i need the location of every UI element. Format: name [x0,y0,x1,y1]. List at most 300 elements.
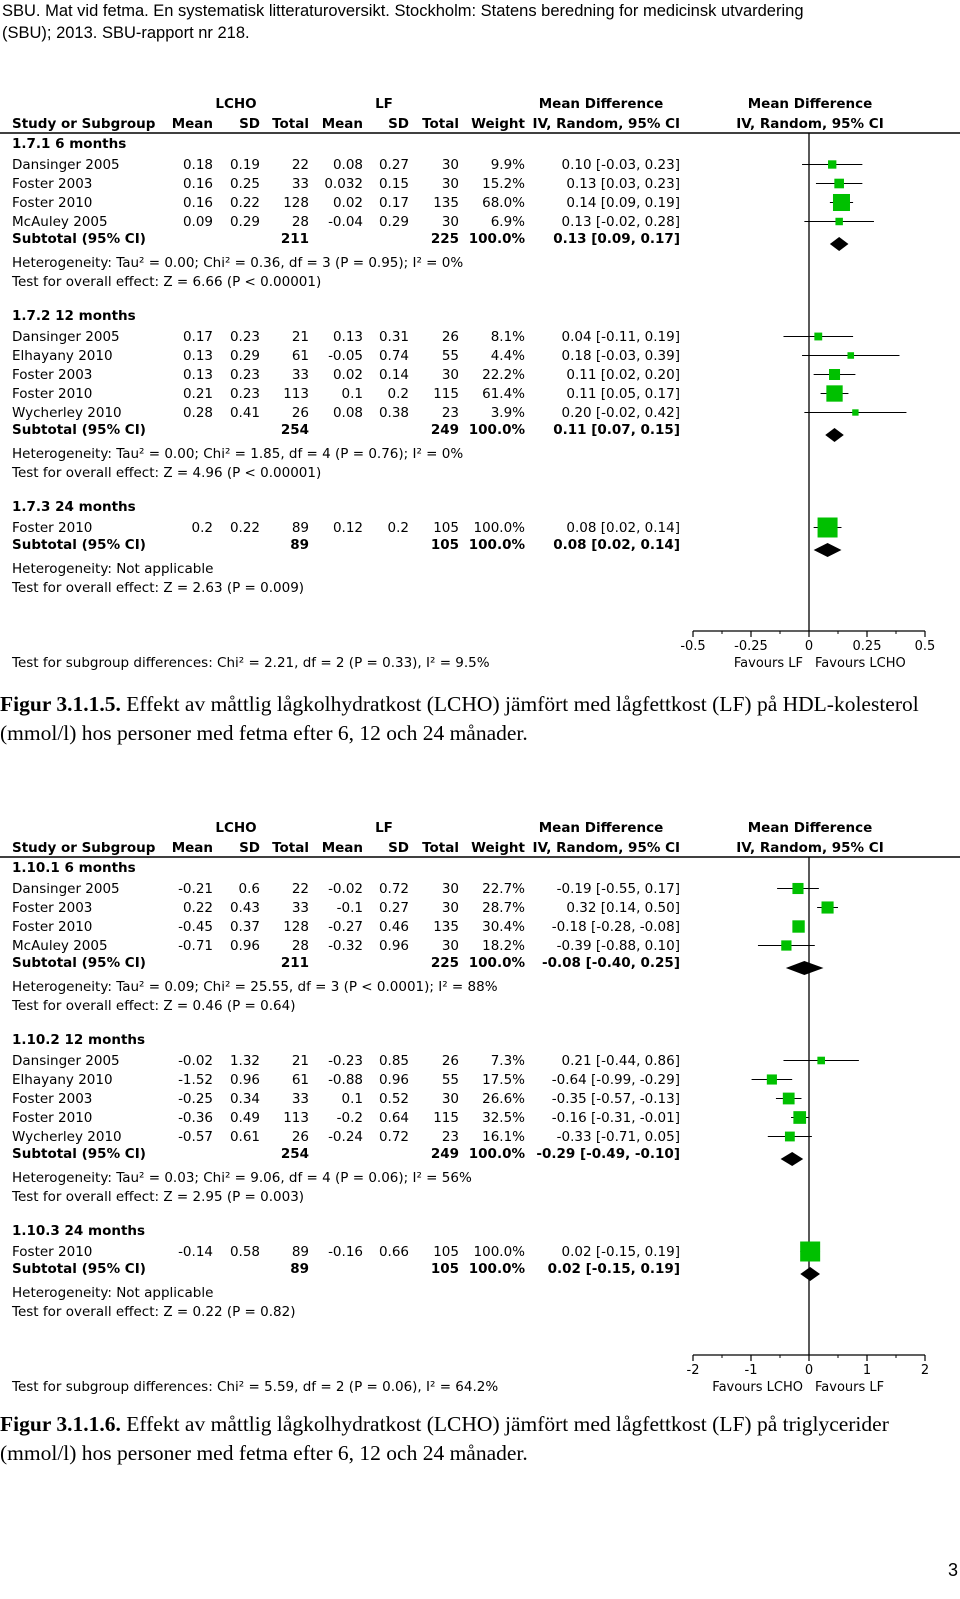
subtotal-lcho-total: 211 [280,231,309,247]
subtotal-weight: 100.0% [468,537,525,553]
lcho-total: 113 [283,1110,309,1126]
lf-mean: -0.1 [336,900,363,916]
figure-caption-2 [0,1410,958,1468]
md-header: Mean Difference [538,96,664,112]
lcho-mean: 0.09 [182,214,213,230]
caption-text: Effekt av måttlig lågkolhydratkost (LCHO) jämfört med lågfettkost (LF) på HDL-kolesterol (mmol/l) hos personer med fetma efter 6, 12 och 24 månader. [0,692,919,745]
caption-label: Figur 3.1.1.6. [0,1412,121,1436]
subtotal-ci: 0.02 [-0.15, 0.19] [547,1261,680,1277]
lf-mean: -0.27 [328,919,363,935]
study-name: Elhayany 2010 [12,348,113,364]
weight: 15.2% [482,176,525,192]
weight-square [852,409,858,415]
md-ci: 0.08 [0.02, 0.14] [566,520,680,536]
subtotal-lf-total: 105 [430,1261,459,1277]
lf-sd: 0.14 [378,367,409,383]
weight: 3.9% [490,405,525,421]
pooled-diamond [830,237,849,251]
lf-total: 135 [433,195,459,211]
study-name: McAuley 2005 [12,938,108,954]
lf-mean: -0.23 [328,1053,363,1069]
lf-mean: 0.02 [332,367,363,383]
md-ci: 0.18 [-0.03, 0.39] [561,348,680,364]
lcho-total: 22 [291,881,309,897]
lcho-total: 61 [291,1072,309,1088]
lcho-total: 33 [291,900,309,916]
weight-square [822,901,834,913]
overall-effect-text: Test for overall effect: Z = 0.22 (P = 0.82) [12,1304,296,1320]
x-tick-label: 1 [862,1363,872,1378]
md-ci: 0.32 [0.14, 0.50] [566,900,680,916]
lcho-mean: 0.22 [182,900,213,916]
lf-sd: 0.96 [378,1072,409,1088]
lf-sd: 0.52 [378,1091,409,1107]
study-name: Foster 2010 [12,1244,93,1260]
lf-mean: -0.02 [328,881,363,897]
study-name: Foster 2010 [12,195,93,211]
header-line-2: (SBU); 2013. SBU-rapport nr 218. [2,24,250,42]
subtotal-weight: 100.0% [468,1146,525,1162]
subtotal-ci: -0.29 [-0.49, -0.10] [536,1146,680,1162]
weight-square [834,179,844,189]
lf-mean: 0.1 [341,1091,363,1107]
lcho-mean: -0.45 [178,919,213,935]
lcho-total: 26 [291,1129,309,1145]
lcho-total: 26 [291,405,309,421]
lcho-mean: 0.21 [182,386,213,402]
total-col-header: Total [422,116,459,132]
subtotal-label: Subtotal (95% CI) [12,1261,146,1277]
weight-square [792,883,803,894]
weight-square [783,1093,795,1105]
x-tick-label: -1 [744,1363,758,1378]
sd-col-header: SD [239,840,260,856]
x-tick-label: 2 [920,1363,930,1378]
mean-col-header: Mean [171,840,213,856]
weight-square [833,194,850,211]
overall-effect-text: Test for overall effect: Z = 0.46 (P = 0.64) [12,998,296,1014]
lcho-sd: 0.23 [229,329,260,345]
weight: 100.0% [473,520,525,536]
md-ci: 0.13 [0.03, 0.23] [566,176,680,192]
figure-caption-1 [0,690,958,748]
group1-header: LCHO [215,96,257,112]
lcho-mean: 0.16 [182,195,213,211]
lf-total: 23 [441,1129,459,1145]
weight-square [767,1074,777,1084]
md-ci: 0.13 [-0.02, 0.28] [561,214,680,230]
lcho-mean: -0.36 [178,1110,213,1126]
lf-sd: 0.66 [378,1244,409,1260]
lf-total: 30 [441,157,459,173]
lf-total: 26 [441,329,459,345]
weight-square [828,160,836,168]
lcho-total: 113 [283,386,309,402]
forest-plot-triglycerides [0,812,960,1398]
page-number: 3 [947,1560,958,1580]
overall-effect-text: Test for overall effect: Z = 6.66 (P < 0.00001) [12,274,322,290]
heterogeneity-text: Heterogeneity: Tau² = 0.00; Chi² = 0.36, df = 3 (P = 0.95); I² = 0% [12,255,464,271]
lf-sd: 0.72 [378,1129,409,1145]
lcho-sd: 1.32 [229,1053,260,1069]
lcho-sd: 0.34 [229,1091,260,1107]
lcho-mean: -0.21 [178,881,213,897]
weight: 68.0% [482,195,525,211]
lcho-sd: 0.37 [229,919,260,935]
weight: 30.4% [482,919,525,935]
study-name: Foster 2003 [12,176,93,192]
lcho-sd: 0.41 [229,405,260,421]
lcho-total: 61 [291,348,309,364]
ci-col-header: IV, Random, 95% CI [532,116,680,132]
pooled-diamond [786,961,824,975]
weight: 9.9% [490,157,525,173]
weight: 22.2% [482,367,525,383]
x-tick-label: -2 [686,1363,700,1378]
heterogeneity-text: Heterogeneity: Tau² = 0.09; Chi² = 25.55, df = 3 (P < 0.0001); I² = 88% [12,979,498,995]
overall-effect-text: Test for overall effect: Z = 4.96 (P < 0.00001) [12,465,322,481]
lf-total: 30 [441,900,459,916]
subgroup-title: 1.10.3 24 months [12,1223,146,1239]
group2-header: LF [375,96,393,112]
lf-total: 105 [433,520,459,536]
lf-sd: 0.27 [378,157,409,173]
subtotal-lcho-total: 89 [290,537,309,553]
lf-mean: -0.05 [328,348,363,364]
subtotal-weight: 100.0% [468,231,525,247]
study-name: Dansinger 2005 [12,157,120,173]
x-tick-label: -0.25 [734,639,768,654]
weight: 7.3% [490,1053,525,1069]
lf-sd: 0.64 [378,1110,409,1126]
lf-total: 30 [441,881,459,897]
study-name: McAuley 2005 [12,214,108,230]
study-name: Foster 2010 [12,919,93,935]
lf-sd: 0.46 [378,919,409,935]
lf-sd: 0.2 [387,386,409,402]
lcho-sd: 0.96 [229,1072,260,1088]
total-col-header: Total [272,840,309,856]
subgroup-title: 1.7.1 6 months [12,136,127,152]
subtotal-lf-total: 249 [430,422,459,438]
lcho-mean: 0.28 [182,405,213,421]
x-tick-label: 0.5 [914,639,936,654]
weight: 32.5% [482,1110,525,1126]
subtotal-weight: 100.0% [468,1261,525,1277]
header-line-1: SBU. Mat vid fetma. En systematisk litteraturoversikt. Stockholm: Statens beredning for medicinsk utvardering [2,2,804,20]
weight-square [785,1132,795,1142]
lf-total: 115 [433,386,459,402]
subgroup-differences-text: Test for subgroup differences: Chi² = 5.59, df = 2 (P = 0.06), I² = 64.2% [12,1379,499,1395]
lcho-sd: 0.22 [229,195,260,211]
lf-total: 30 [441,367,459,383]
lcho-sd: 0.61 [229,1129,260,1145]
lf-mean: 0.12 [332,520,363,536]
md-ci: -0.64 [-0.99, -0.29] [551,1072,680,1088]
x-tick-label: 0 [804,1363,814,1378]
pooled-diamond [800,1267,820,1281]
lcho-total: 22 [291,157,309,173]
study-name: Wycherley 2010 [12,1129,122,1145]
weight-square [818,518,838,538]
lf-total: 30 [441,214,459,230]
md-ci: 0.20 [-0.02, 0.42] [561,405,680,421]
lf-total: 55 [441,1072,459,1088]
x-tick-label: 0 [804,639,814,654]
forest-plot-svg [0,812,960,1398]
lcho-sd: 0.43 [229,900,260,916]
subgroup-differences-text: Test for subgroup differences: Chi² = 2.21, df = 2 (P = 0.33), I² = 9.5% [12,655,490,671]
weight-square [793,1111,806,1124]
md-ci: -0.39 [-0.88, 0.10] [556,938,680,954]
heterogeneity-text: Heterogeneity: Not applicable [12,561,214,577]
weight-square [817,1057,825,1065]
weight: 17.5% [482,1072,525,1088]
lf-sd: 0.15 [378,176,409,192]
lf-total: 23 [441,405,459,421]
study-name: Foster 2003 [12,367,93,383]
caption-label: Figur 3.1.1.5. [0,692,121,716]
lcho-sd: 0.58 [229,1244,260,1260]
lcho-mean: -0.14 [178,1244,213,1260]
weight-square [829,369,840,380]
subtotal-lf-total: 225 [430,231,459,247]
lf-sd: 0.29 [378,214,409,230]
md-header: Mean Difference [538,820,664,836]
study-col-header: Study or Subgroup [12,840,156,856]
lf-mean: 0.02 [332,195,363,211]
subtotal-ci: 0.08 [0.02, 0.14] [553,537,680,553]
lcho-sd: 0.29 [229,348,260,364]
weight: 61.4% [482,386,525,402]
lcho-sd: 0.25 [229,176,260,192]
sd-col-header: SD [388,840,409,856]
subtotal-lcho-total: 89 [290,1261,309,1277]
lcho-total: 89 [291,520,309,536]
subtotal-lf-total: 249 [430,1146,459,1162]
lcho-total: 28 [291,938,309,954]
subtotal-lf-total: 105 [430,537,459,553]
lf-mean: -0.16 [328,1244,363,1260]
lcho-sd: 0.96 [229,938,260,954]
total-col-header: Total [422,840,459,856]
md-ci: -0.19 [-0.55, 0.17] [556,881,680,897]
pooled-diamond [825,428,844,442]
lcho-total: 128 [283,195,309,211]
subtotal-lcho-total: 254 [280,422,309,438]
weight-square [781,940,791,950]
lcho-sd: 0.23 [229,367,260,383]
weight: 6.9% [490,214,525,230]
weight: 100.0% [473,1244,525,1260]
lf-total: 55 [441,348,459,364]
study-name: Dansinger 2005 [12,881,120,897]
md-plot-header: Mean Difference [747,96,873,112]
lf-mean: 0.032 [324,176,363,192]
weight-col-header: Weight [471,116,525,132]
study-name: Foster 2003 [12,1091,93,1107]
lf-sd: 0.38 [378,405,409,421]
favours-right-label: Favours LF [815,1380,885,1395]
lf-sd: 0.17 [378,195,409,211]
subtotal-label: Subtotal (95% CI) [12,955,146,971]
md-ci: 0.04 [-0.11, 0.19] [561,329,680,345]
running-header [2,0,957,44]
lf-mean: -0.04 [328,214,363,230]
lcho-mean: 0.16 [182,176,213,192]
lcho-mean: -0.57 [178,1129,213,1145]
heterogeneity-text: Heterogeneity: Not applicable [12,1285,214,1301]
favours-left-label: Favours LF [733,656,803,671]
lcho-total: 28 [291,214,309,230]
study-name: Dansinger 2005 [12,329,120,345]
weight: 28.7% [482,900,525,916]
pooled-diamond [781,1152,804,1166]
lcho-total: 21 [291,329,309,345]
pooled-diamond [814,543,842,557]
lf-total: 26 [441,1053,459,1069]
study-name: Dansinger 2005 [12,1053,120,1069]
lcho-sd: 0.23 [229,386,260,402]
lf-sd: 0.96 [378,938,409,954]
md-ci: 0.21 [-0.44, 0.86] [561,1053,680,1069]
lcho-mean: -0.25 [178,1091,213,1107]
weight: 26.6% [482,1091,525,1107]
lcho-mean: -1.52 [178,1072,213,1088]
weight: 8.1% [490,329,525,345]
subtotal-label: Subtotal (95% CI) [12,537,146,553]
lcho-sd: 0.19 [229,157,260,173]
subtotal-label: Subtotal (95% CI) [12,231,146,247]
subgroup-title: 1.10.2 12 months [12,1032,146,1048]
md-plot-header: Mean Difference [747,820,873,836]
subtotal-label: Subtotal (95% CI) [12,422,146,438]
lf-mean: -0.2 [336,1110,363,1126]
subgroup-title: 1.7.3 24 months [12,499,136,515]
group1-header: LCHO [215,820,257,836]
lcho-mean: 0.17 [182,329,213,345]
lf-total: 30 [441,1091,459,1107]
study-col-header: Study or Subgroup [12,116,156,132]
overall-effect-text: Test for overall effect: Z = 2.63 (P = 0.009) [12,580,305,596]
lf-mean: -0.32 [328,938,363,954]
lf-mean: 0.13 [332,329,363,345]
weight-col-header: Weight [471,840,525,856]
lf-sd: 0.74 [378,348,409,364]
md-ci: -0.33 [-0.71, 0.05] [556,1129,680,1145]
overall-effect-text: Test for overall effect: Z = 2.95 (P = 0.003) [12,1189,305,1205]
lcho-mean: 0.18 [182,157,213,173]
weight-square [792,920,804,932]
mean-col-header: Mean [321,116,363,132]
forest-plot-hdl [0,88,960,678]
x-tick-label: 0.25 [852,639,882,654]
study-name: Foster 2010 [12,1110,93,1126]
weight-square [835,218,842,225]
lf-sd: 0.2 [387,520,409,536]
lcho-total: 21 [291,1053,309,1069]
lcho-total: 89 [291,1244,309,1260]
forest-plot-svg [0,88,960,678]
group2-header: LF [375,820,393,836]
lcho-mean: -0.71 [178,938,213,954]
subtotal-ci: 0.13 [0.09, 0.17] [553,231,680,247]
study-name: Foster 2010 [12,386,93,402]
weight: 18.2% [482,938,525,954]
mean-col-header: Mean [321,840,363,856]
x-tick-label: -0.5 [680,639,706,654]
subtotal-label: Subtotal (95% CI) [12,1146,146,1162]
lcho-mean: 0.13 [182,348,213,364]
heterogeneity-text: Heterogeneity: Tau² = 0.00; Chi² = 1.85, df = 4 (P = 0.76); I² = 0% [12,446,464,462]
lf-sd: 0.31 [378,329,409,345]
lf-total: 30 [441,176,459,192]
subtotal-weight: 100.0% [468,422,525,438]
mean-col-header: Mean [171,116,213,132]
weight-square [814,333,822,341]
weight: 22.7% [482,881,525,897]
plot-ci-col-header: IV, Random, 95% CI [736,840,884,856]
weight: 4.4% [490,348,525,364]
lcho-total: 33 [291,176,309,192]
lf-mean: -0.24 [328,1129,363,1145]
subgroup-title: 1.7.2 12 months [12,308,136,324]
lf-sd: 0.72 [378,881,409,897]
heterogeneity-text: Heterogeneity: Tau² = 0.03; Chi² = 9.06, df = 4 (P = 0.06); I² = 56% [12,1170,472,1186]
weight-square [847,352,854,359]
favours-left-label: Favours LCHO [712,1380,803,1395]
lcho-total: 128 [283,919,309,935]
lcho-mean: 0.2 [191,520,213,536]
lf-mean: 0.1 [341,386,363,402]
study-name: Foster 2003 [12,900,93,916]
study-name: Elhayany 2010 [12,1072,113,1088]
md-ci: 0.11 [0.02, 0.20] [566,367,680,383]
study-name: Foster 2010 [12,520,93,536]
md-ci: -0.16 [-0.31, -0.01] [551,1110,680,1126]
ci-col-header: IV, Random, 95% CI [532,840,680,856]
total-col-header: Total [272,116,309,132]
md-ci: 0.02 [-0.15, 0.19] [561,1244,680,1260]
lf-mean: 0.08 [332,157,363,173]
subtotal-lcho-total: 211 [280,955,309,971]
lf-sd: 0.27 [378,900,409,916]
subgroup-title: 1.10.1 6 months [12,860,136,876]
lcho-mean: 0.13 [182,367,213,383]
lcho-sd: 0.22 [229,520,260,536]
subtotal-lcho-total: 254 [280,1146,309,1162]
lf-total: 115 [433,1110,459,1126]
lcho-sd: 0.6 [238,881,260,897]
lcho-sd: 0.29 [229,214,260,230]
lcho-mean: -0.02 [178,1053,213,1069]
subtotal-ci: -0.08 [-0.40, 0.25] [542,955,680,971]
subtotal-weight: 100.0% [468,955,525,971]
favours-right-label: Favours LCHO [815,656,906,671]
subtotal-ci: 0.11 [0.07, 0.15] [553,422,680,438]
weight: 16.1% [482,1129,525,1145]
lcho-total: 33 [291,1091,309,1107]
weight-square [800,1242,820,1262]
lf-total: 135 [433,919,459,935]
lf-mean: 0.08 [332,405,363,421]
sd-col-header: SD [239,116,260,132]
md-ci: 0.14 [0.09, 0.19] [566,195,680,211]
lf-sd: 0.85 [378,1053,409,1069]
lf-mean: -0.88 [328,1072,363,1088]
caption-text: Effekt av måttlig lågkolhydratkost (LCHO) jämfört med lågfettkost (LF) på triglycerider (mmol/l) hos personer med fetma efter 6, 12 och 24 månader. [0,1412,889,1465]
md-ci: -0.35 [-0.57, -0.13] [551,1091,680,1107]
